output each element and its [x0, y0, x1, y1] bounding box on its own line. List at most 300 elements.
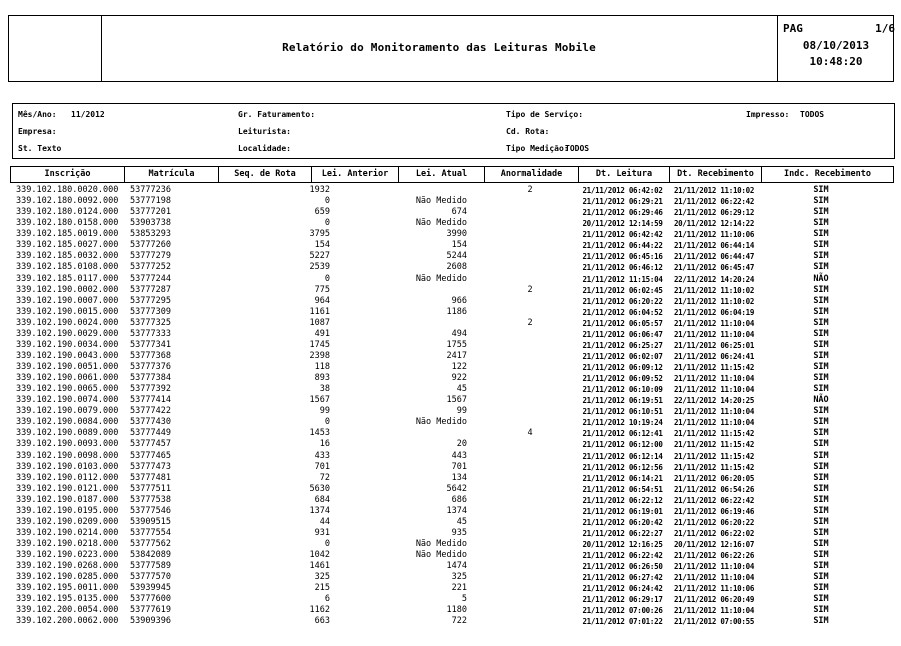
cell-dt-leitura: 21/11/2012 07:00:26	[582, 606, 663, 616]
cell-lei-atual: 1755	[446, 339, 467, 350]
cell-indc-recebimento: SIM	[813, 472, 829, 483]
print-date: 08/10/2013	[802, 39, 870, 52]
cell-lei-atual: 935	[451, 527, 467, 538]
cell-inscricao: 339.102.190.0195.000	[16, 505, 119, 516]
cell-lei-anterior: 44	[319, 516, 330, 527]
cell-dt-recebimento: 21/11/2012 06:29:12	[673, 208, 755, 218]
cell-indc-recebimento: SIM	[813, 196, 829, 207]
cell-lei-atual: Não Medido	[415, 550, 467, 561]
table-row	[10, 550, 894, 561]
cell-dt-leitura: 21/11/2012 06:22:27	[582, 528, 663, 538]
cell-dt-leitura: 21/11/2012 06:19:51	[582, 396, 663, 406]
cell-lei-anterior: 72	[319, 472, 330, 483]
cell-dt-leitura: 21/11/2012 06:12:41	[582, 429, 663, 439]
table-row	[10, 561, 894, 572]
cell-dt-leitura: 21/11/2012 06:04:52	[582, 307, 663, 317]
cell-lei-anterior: 1161	[309, 306, 330, 317]
mes-ano-value: 11/2012	[71, 110, 105, 119]
col-header-anormalidade: Anormalidade	[484, 167, 578, 182]
cell-dt-leitura: 21/11/2012 06:44:22	[582, 241, 663, 251]
table-row	[10, 616, 894, 627]
cell-lei-anterior: 1453	[309, 428, 330, 439]
cell-lei-anterior: 659	[314, 207, 330, 218]
cell-inscricao: 339.102.190.0051.000	[16, 362, 119, 372]
tipo-medicao-label: Tipo Medição:	[506, 144, 569, 153]
cell-dt-leitura: 21/11/2012 06:10:09	[582, 385, 663, 395]
print-time: 10:48:20	[809, 55, 863, 68]
cell-lei-atual: 922	[451, 373, 467, 384]
divider	[777, 16, 778, 81]
cell-dt-leitura: 21/11/2012 06:27:42	[582, 573, 663, 583]
cell-indc-recebimento: SIM	[813, 516, 829, 527]
table-row	[10, 506, 894, 517]
cell-dt-recebimento: 21/11/2012 11:10:04	[673, 562, 755, 572]
cell-matricula: 53777260	[130, 240, 171, 251]
cell-matricula: 53777287	[130, 284, 171, 295]
cell-lei-atual: 45	[456, 384, 467, 395]
cell-lei-atual: Não Medido	[415, 539, 467, 549]
cell-dt-recebimento: 21/11/2012 06:54:26	[673, 484, 755, 494]
cell-indc-recebimento: SIM	[813, 505, 829, 516]
cell-indc-recebimento: SIM	[813, 185, 829, 195]
cell-matricula: 53777546	[130, 505, 171, 516]
cell-lei-anterior: 1745	[309, 339, 330, 350]
cell-matricula: 53842089	[130, 550, 171, 561]
cell-lei-anterior: 118	[314, 362, 330, 372]
empresa-label: Empresa:	[18, 127, 57, 136]
cell-lei-anterior: 684	[314, 494, 330, 505]
cell-lei-anterior: 893	[314, 373, 330, 384]
table-row	[10, 572, 894, 583]
cell-matricula: 53777589	[130, 561, 171, 572]
table-row	[10, 451, 894, 462]
cell-lei-atual: Não Medido	[415, 273, 467, 284]
cell-indc-recebimento: SIM	[813, 373, 829, 384]
cell-lei-anterior: 99	[319, 406, 330, 417]
cell-lei-anterior: 0	[324, 273, 330, 284]
cell-dt-recebimento: 21/11/2012 06:20:22	[673, 517, 755, 527]
cell-lei-atual: 221	[451, 583, 467, 594]
cell-inscricao: 339.102.200.0054.000	[16, 605, 119, 616]
cell-matricula: 53777422	[130, 406, 171, 417]
cell-indc-recebimento: SIM	[813, 461, 829, 472]
cell-matricula: 53777368	[130, 350, 171, 361]
cell-lei-atual: 966	[451, 295, 467, 306]
cell-matricula: 53777570	[130, 572, 171, 583]
col-header-indc-recebimento: Indc. Recebimento	[761, 167, 893, 182]
cell-lei-atual: 325	[451, 572, 467, 583]
cell-inscricao: 339.102.190.0187.000	[16, 494, 119, 505]
cell-dt-leitura: 21/11/2012 06:12:00	[582, 440, 663, 450]
table-row	[10, 185, 894, 196]
cell-inscricao: 339.102.185.0108.000	[16, 262, 119, 273]
cell-matricula: 53777236	[130, 185, 171, 195]
table-row	[10, 196, 894, 207]
table-row	[10, 417, 894, 428]
cell-indc-recebimento: SIM	[813, 539, 829, 549]
table-row	[10, 296, 894, 307]
table-row	[10, 495, 894, 506]
cell-inscricao: 339.102.190.0214.000	[16, 527, 119, 538]
report-header-box	[8, 15, 894, 82]
gr-faturamento-label: Gr. Faturamento:	[238, 110, 316, 119]
cell-lei-atual: 722	[451, 616, 467, 627]
cell-matricula: 53777481	[130, 472, 171, 483]
table-row	[10, 528, 894, 539]
impresso-label: Impresso:	[746, 110, 790, 119]
cell-lei-anterior: 5630	[309, 483, 330, 494]
cell-lei-anterior: 154	[314, 240, 330, 251]
cell-dt-leitura: 21/11/2012 07:01:22	[582, 617, 663, 627]
cell-lei-atual: Não Medido	[415, 218, 467, 229]
cell-dt-leitura: 20/11/2012 12:14:59	[582, 219, 663, 229]
cell-matricula: 53903738	[130, 218, 171, 229]
cell-lei-anterior: 1087	[309, 317, 330, 328]
cell-matricula: 53777600	[130, 594, 171, 605]
col-header-dt-recebimento: Dt. Recebimento	[669, 167, 761, 182]
cell-lei-anterior: 1374	[309, 505, 330, 516]
table-row	[10, 240, 894, 251]
cell-indc-recebimento: SIM	[813, 550, 829, 561]
impresso-value: TODOS	[800, 110, 825, 119]
cell-dt-recebimento: 21/11/2012 06:04:19	[673, 307, 755, 317]
table-row	[10, 329, 894, 340]
cell-indc-recebimento: SIM	[813, 494, 829, 505]
cell-dt-recebimento: 21/11/2012 11:10:04	[673, 418, 755, 428]
table-row	[10, 218, 894, 229]
cell-inscricao: 339.102.195.0135.000	[16, 594, 119, 605]
cell-inscricao: 339.102.190.0209.000	[16, 516, 119, 527]
table-row	[10, 428, 894, 439]
cell-matricula: 53777325	[130, 317, 171, 328]
cell-indc-recebimento: NÃO	[813, 273, 829, 284]
cell-indc-recebimento: SIM	[813, 483, 829, 494]
cell-lei-anterior: 16	[319, 439, 330, 450]
cell-inscricao: 339.102.190.0098.000	[16, 450, 119, 461]
cell-inscricao: 339.102.190.0043.000	[16, 350, 119, 361]
cell-lei-atual: 5	[461, 594, 467, 605]
cell-dt-recebimento: 21/11/2012 11:10:04	[673, 407, 755, 417]
cell-lei-anterior: 1461	[309, 561, 330, 572]
cell-lei-atual: 20	[456, 439, 467, 450]
table-row	[10, 384, 894, 395]
table-row	[10, 473, 894, 484]
cell-lei-anterior: 1042	[309, 550, 330, 561]
cell-indc-recebimento: SIM	[813, 362, 829, 372]
report-title: Relatório do Monitoramento das Leituras Mobile	[282, 41, 596, 54]
cell-indc-recebimento: SIM	[813, 450, 829, 461]
cell-dt-recebimento: 21/11/2012 11:10:04	[673, 318, 755, 328]
cell-dt-leitura: 21/11/2012 06:22:12	[582, 495, 663, 505]
cell-dt-recebimento: 20/11/2012 12:14:22	[673, 219, 755, 229]
cell-inscricao: 339.102.180.0092.000	[16, 196, 119, 207]
cell-lei-anterior: 5227	[309, 251, 330, 262]
cell-inscricao: 339.102.190.0015.000	[16, 306, 119, 317]
table-row	[10, 362, 894, 373]
cell-matricula: 53777511	[130, 483, 171, 494]
cell-matricula: 53939945	[130, 583, 171, 594]
cell-inscricao: 339.102.190.0061.000	[16, 373, 119, 384]
cell-lei-atual: 5244	[446, 251, 467, 262]
cell-lei-atual: 99	[456, 406, 467, 417]
cell-dt-leitura: 21/11/2012 06:12:56	[582, 462, 663, 472]
cell-dt-leitura: 21/11/2012 06:54:51	[582, 484, 663, 494]
cell-indc-recebimento: SIM	[813, 306, 829, 317]
table-row	[10, 207, 894, 218]
cell-dt-leitura: 21/11/2012 06:19:01	[582, 506, 663, 516]
cell-inscricao: 339.102.185.0027.000	[16, 240, 119, 251]
cell-indc-recebimento: SIM	[813, 350, 829, 361]
cell-lei-atual: Não Medido	[415, 196, 467, 207]
col-header-matricula: Matrícula	[124, 167, 218, 182]
cell-dt-recebimento: 21/11/2012 11:15:42	[673, 451, 755, 461]
cell-inscricao: 339.102.190.0002.000	[16, 284, 119, 295]
pag-value: 1/6	[875, 22, 895, 35]
table-row	[10, 406, 894, 417]
cell-dt-recebimento: 21/11/2012 06:44:14	[673, 241, 755, 251]
cell-matricula: 53777473	[130, 461, 171, 472]
cell-inscricao: 339.102.180.0158.000	[16, 218, 119, 229]
cell-matricula: 53777244	[130, 273, 171, 284]
cell-inscricao: 339.102.190.0024.000	[16, 317, 119, 328]
cell-matricula: 53777384	[130, 373, 171, 384]
table-row	[10, 517, 894, 528]
cell-matricula: 53909396	[130, 616, 171, 627]
cell-dt-recebimento: 21/11/2012 06:25:01	[673, 340, 755, 350]
cell-dt-leitura: 21/11/2012 06:29:21	[582, 197, 663, 207]
cell-lei-anterior: 0	[324, 218, 330, 229]
cell-lei-anterior: 491	[314, 328, 330, 339]
cell-dt-leitura: 21/11/2012 06:22:42	[582, 551, 663, 561]
cell-dt-leitura: 21/11/2012 06:24:42	[582, 584, 663, 594]
table-row	[10, 318, 894, 329]
cell-inscricao: 339.102.185.0019.000	[16, 229, 119, 240]
cell-inscricao: 339.102.185.0117.000	[16, 273, 119, 284]
table-row	[10, 484, 894, 495]
cell-dt-recebimento: 21/11/2012 06:20:49	[673, 595, 755, 605]
cell-indc-recebimento: SIM	[813, 207, 829, 218]
cell-dt-recebimento: 21/11/2012 11:10:04	[673, 374, 755, 384]
cell-dt-recebimento: 21/11/2012 06:45:47	[673, 263, 755, 273]
cell-lei-anterior: 2539	[309, 262, 330, 273]
cell-lei-atual: 2417	[446, 350, 467, 361]
table-row	[10, 251, 894, 262]
cell-lei-anterior: 663	[314, 616, 330, 627]
cell-dt-recebimento: 21/11/2012 11:10:04	[673, 606, 755, 616]
cell-matricula: 53777562	[130, 539, 171, 549]
cell-lei-atual: 686	[451, 494, 467, 505]
cell-matricula: 53777279	[130, 251, 171, 262]
cell-indc-recebimento: SIM	[813, 240, 829, 251]
cell-dt-recebimento: 21/11/2012 06:24:41	[673, 351, 755, 361]
cd-rota-label: Cd. Rota:	[506, 127, 550, 136]
cell-matricula: 53777457	[130, 439, 171, 450]
cell-dt-leitura: 21/11/2012 06:46:12	[582, 263, 663, 273]
cell-lei-anterior: 1567	[309, 395, 330, 406]
cell-lei-atual: 443	[451, 450, 467, 461]
table-row	[10, 395, 894, 406]
cell-dt-leitura: 21/11/2012 10:19:24	[582, 418, 663, 428]
cell-matricula: 53777198	[130, 196, 171, 207]
cell-lei-anterior: 433	[314, 450, 330, 461]
cell-lei-atual: 134	[451, 472, 467, 483]
cell-lei-atual: 3990	[446, 229, 467, 240]
cell-matricula: 53777376	[130, 362, 171, 372]
cell-dt-leitura: 21/11/2012 06:02:45	[582, 285, 663, 295]
cell-dt-leitura: 21/11/2012 11:15:04	[582, 274, 663, 284]
cell-dt-leitura: 21/11/2012 06:06:47	[582, 329, 663, 339]
cell-inscricao: 339.102.190.0084.000	[16, 417, 119, 428]
cell-dt-recebimento: 21/11/2012 11:10:04	[673, 573, 755, 583]
cell-lei-anterior: 3795	[309, 229, 330, 240]
cell-indc-recebimento: SIM	[813, 317, 829, 328]
cell-lei-anterior: 1162	[309, 605, 330, 616]
localidade-label: Localidade:	[238, 144, 291, 153]
cell-lei-anterior: 0	[324, 539, 330, 549]
cell-dt-recebimento: 21/11/2012 11:15:42	[673, 440, 755, 450]
cell-matricula: 53777341	[130, 339, 171, 350]
cell-inscricao: 339.102.190.0065.000	[16, 384, 119, 395]
cell-lei-atual: 494	[451, 328, 467, 339]
cell-dt-recebimento: 21/11/2012 11:15:42	[673, 429, 755, 439]
cell-inscricao: 339.102.190.0034.000	[16, 339, 119, 350]
cell-matricula: 53777619	[130, 605, 171, 616]
cell-lei-atual: 2608	[446, 262, 467, 273]
cell-dt-recebimento: 21/11/2012 11:10:04	[673, 385, 755, 395]
cell-dt-recebimento: 21/11/2012 11:15:42	[673, 363, 755, 372]
col-header-lei-atual: Lei. Atual	[398, 167, 484, 182]
cell-dt-recebimento: 21/11/2012 11:10:02	[673, 186, 755, 195]
cell-inscricao: 339.102.190.0029.000	[16, 328, 119, 339]
cell-dt-leitura: 21/11/2012 06:10:51	[582, 407, 663, 417]
cell-dt-recebimento: 21/11/2012 11:10:06	[673, 584, 755, 594]
cell-lei-anterior: 931	[314, 527, 330, 538]
cell-inscricao: 339.102.190.0223.000	[16, 550, 119, 561]
pag-label: PAG	[783, 22, 803, 35]
cell-inscricao: 339.102.200.0062.000	[16, 616, 119, 627]
cell-inscricao: 339.102.190.0089.000	[16, 428, 119, 439]
cell-inscricao: 339.102.190.0074.000	[16, 395, 119, 406]
cell-lei-anterior: 1932	[309, 185, 330, 195]
cell-indc-recebimento: SIM	[813, 384, 829, 395]
cell-inscricao: 339.102.180.0124.000	[16, 207, 119, 218]
cell-dt-recebimento: 21/11/2012 06:22:42	[673, 495, 755, 505]
cell-lei-anterior: 6	[324, 594, 330, 605]
cell-inscricao: 339.102.190.0218.000	[16, 539, 119, 549]
cell-lei-anterior: 38	[319, 384, 330, 395]
st-texto-label: St. Texto	[18, 144, 62, 153]
table-header	[10, 166, 894, 183]
cell-dt-leitura: 21/11/2012 06:20:22	[582, 296, 663, 306]
cell-matricula: 53777333	[130, 328, 171, 339]
table-row	[10, 340, 894, 351]
cell-indc-recebimento: SIM	[813, 583, 829, 594]
cell-dt-leitura: 21/11/2012 06:12:14	[582, 451, 663, 461]
leiturista-label: Leiturista:	[238, 127, 291, 136]
cell-dt-recebimento: 21/11/2012 07:00:55	[673, 617, 755, 627]
cell-indc-recebimento: SIM	[813, 439, 829, 450]
cell-dt-recebimento: 21/11/2012 06:44:47	[673, 252, 755, 262]
cell-dt-leitura: 21/11/2012 06:09:52	[582, 374, 663, 384]
cell-dt-recebimento: 21/11/2012 06:22:26	[673, 551, 755, 561]
col-header-inscricao: Inscrição	[44, 169, 91, 179]
table-row	[10, 229, 894, 240]
cell-inscricao: 339.102.195.0011.000	[16, 583, 119, 594]
cell-dt-recebimento: 22/11/2012 14:20:25	[673, 396, 755, 406]
table-row	[10, 605, 894, 616]
cell-matricula: 53777465	[130, 450, 171, 461]
cell-matricula: 53853293	[130, 229, 171, 240]
cell-lei-atual: 1180	[446, 605, 467, 616]
mes-ano-label: Mês/Ano:	[18, 110, 57, 119]
cell-anormalidade: 2	[527, 317, 533, 328]
cell-matricula: 53909515	[130, 516, 171, 527]
cell-indc-recebimento: SIM	[813, 229, 829, 240]
cell-dt-leitura: 21/11/2012 06:05:57	[582, 318, 663, 328]
cell-lei-anterior: 2398	[309, 350, 330, 361]
cell-dt-leitura: 20/11/2012 12:16:25	[582, 540, 663, 549]
cell-lei-atual: 1374	[446, 505, 467, 516]
table-row	[10, 262, 894, 273]
cell-matricula: 53777449	[130, 428, 171, 439]
cell-matricula: 53777252	[130, 262, 171, 273]
cell-lei-atual: 5642	[446, 483, 467, 494]
table-row	[10, 462, 894, 473]
table-row	[10, 594, 894, 605]
col-header-dt-leitura: Dt. Leitura	[578, 167, 669, 182]
table-body	[10, 185, 894, 628]
cell-matricula: 53777430	[130, 417, 171, 428]
cell-matricula: 53777538	[130, 494, 171, 505]
cell-dt-recebimento: 21/11/2012 06:22:02	[673, 528, 755, 538]
cell-inscricao: 339.102.190.0103.000	[16, 461, 119, 472]
cell-indc-recebimento: SIM	[813, 428, 829, 439]
cell-lei-atual: 1567	[446, 395, 467, 406]
cell-indc-recebimento: SIM	[813, 328, 829, 339]
table-row	[10, 351, 894, 362]
cell-lei-atual: 701	[451, 461, 467, 472]
table-row	[10, 373, 894, 384]
cell-dt-leitura: 21/11/2012 06:09:12	[582, 363, 663, 372]
cell-lei-anterior: 0	[324, 196, 330, 207]
cell-inscricao: 339.102.190.0079.000	[16, 406, 119, 417]
cell-lei-atual: 1474	[446, 561, 467, 572]
cell-lei-anterior: 775	[314, 284, 330, 295]
cell-matricula: 53777295	[130, 295, 171, 306]
tipo-servico-label: Tipo de Serviço:	[506, 110, 584, 119]
cell-indc-recebimento: SIM	[813, 218, 829, 229]
cell-anormalidade: 2	[527, 284, 533, 295]
cell-indc-recebimento: SIM	[813, 295, 829, 306]
table-row	[10, 285, 894, 296]
cell-dt-recebimento: 22/11/2012 14:20:24	[673, 274, 755, 284]
cell-indc-recebimento: SIM	[813, 572, 829, 583]
cell-indc-recebimento: SIM	[813, 339, 829, 350]
cell-matricula: 53777554	[130, 527, 171, 538]
cell-dt-leitura: 21/11/2012 06:25:27	[582, 340, 663, 350]
page-indicator	[779, 22, 901, 35]
cell-dt-leitura: 21/11/2012 06:45:16	[582, 252, 663, 262]
cell-dt-recebimento: 21/11/2012 11:10:04	[673, 329, 755, 339]
cell-dt-leitura: 21/11/2012 06:42:02	[582, 186, 663, 195]
cell-indc-recebimento: SIM	[813, 284, 829, 295]
cell-indc-recebimento: SIM	[813, 251, 829, 262]
cell-dt-recebimento: 21/11/2012 06:19:46	[673, 506, 755, 516]
cell-matricula: 53777414	[130, 395, 171, 406]
cell-matricula: 53777392	[130, 384, 171, 395]
cell-dt-leitura: 21/11/2012 06:29:17	[582, 595, 663, 605]
cell-inscricao: 339.102.190.0093.000	[16, 439, 119, 450]
